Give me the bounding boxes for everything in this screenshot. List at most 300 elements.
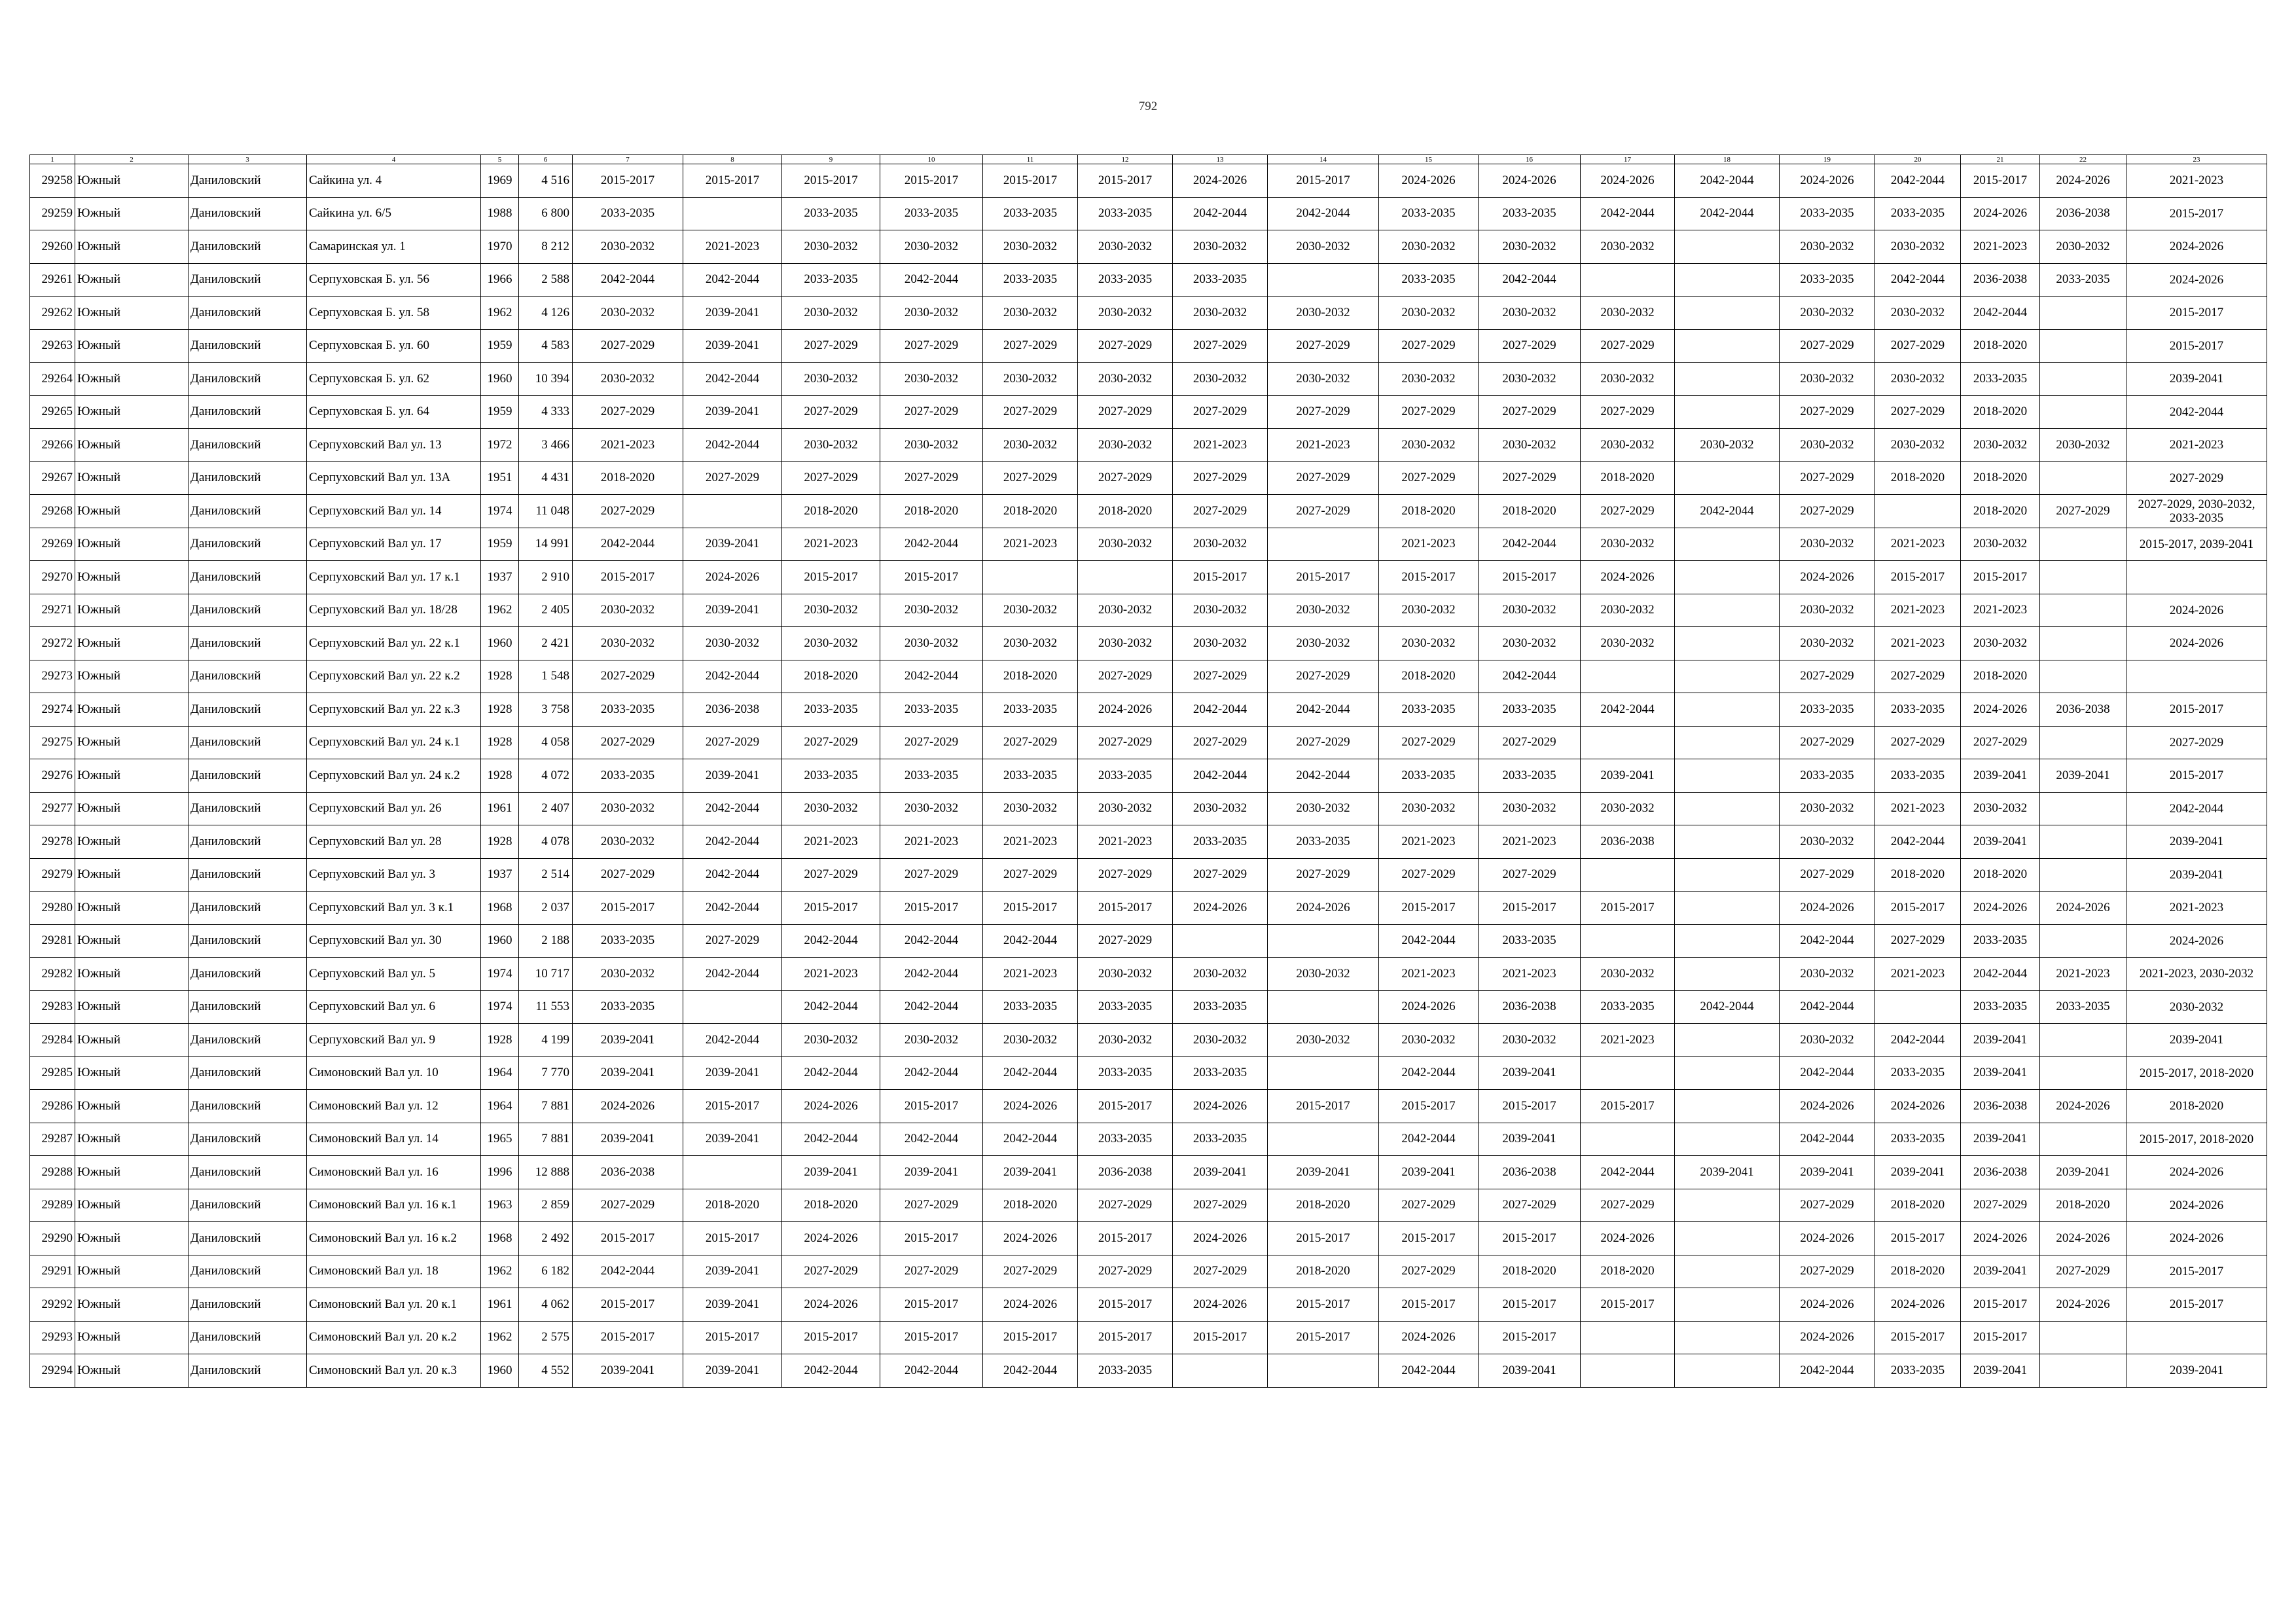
- table-cell: 2024-2026: [2126, 1189, 2267, 1222]
- table-cell: 2024-2026: [782, 1288, 880, 1322]
- table-cell: 2042-2044: [983, 1354, 1078, 1388]
- table-cell: 2027-2029: [1173, 726, 1268, 759]
- table-cell: 2039-2041: [683, 1123, 782, 1156]
- table-cell: 1962: [481, 297, 519, 330]
- table-cell: [1675, 395, 1780, 429]
- table-cell: 1928: [481, 825, 519, 859]
- table-cell: 2039-2041: [1961, 1024, 2040, 1057]
- table-cell: 2039-2041: [683, 594, 782, 627]
- table-cell: 1962: [481, 1321, 519, 1354]
- table-cell: 2030-2032: [1581, 792, 1675, 825]
- table-cell: [1675, 230, 1780, 264]
- table-cell: 2027-2029: [1078, 660, 1173, 693]
- table-cell: 2030-2032: [1479, 363, 1581, 396]
- table-cell: [1675, 858, 1780, 892]
- table-cell: 2030-2032: [880, 230, 983, 264]
- table-cell: 4 431: [519, 461, 573, 495]
- table-row: [30, 1255, 2267, 1288]
- table-cell: 2018-2020: [573, 461, 683, 495]
- column-number-13: 13: [1173, 155, 1268, 164]
- table-cell: 2027-2029: [1268, 660, 1379, 693]
- table-cell: Южный: [75, 1090, 188, 1123]
- table-cell: [1581, 1123, 1675, 1156]
- table-cell: 2027-2029: [2040, 495, 2126, 528]
- table-cell: Даниловский: [188, 363, 307, 396]
- table-cell: 2015-2017: [1961, 164, 2040, 198]
- table-cell: 4 552: [519, 1354, 573, 1388]
- table-cell: [1581, 858, 1675, 892]
- table-cell: 2033-2035: [1078, 197, 1173, 230]
- table-cell: 2015-2017: [880, 1321, 983, 1354]
- table-cell: 2018-2020: [880, 495, 983, 528]
- table-cell: 2033-2035: [1479, 693, 1581, 727]
- table-cell: 2039-2041: [1581, 759, 1675, 793]
- column-number-11: 11: [983, 155, 1078, 164]
- table-cell: 2033-2035: [1078, 1123, 1173, 1156]
- table-cell: Симоновский Вал ул. 20 к.1: [307, 1288, 481, 1322]
- table-cell: Даниловский: [188, 1222, 307, 1255]
- table-cell: [1675, 329, 1780, 363]
- table-cell: [2040, 627, 2126, 660]
- table-cell: 2015-2017: [782, 892, 880, 925]
- table-cell: 2033-2035: [1875, 1354, 1961, 1388]
- table-cell: Симоновский Вал ул. 18: [307, 1255, 481, 1288]
- table-cell: 2024-2026: [2040, 892, 2126, 925]
- table-cell: 2030-2032: [1078, 363, 1173, 396]
- table-cell: [2040, 528, 2126, 561]
- table-cell: 2021-2023: [983, 528, 1078, 561]
- table-cell: Южный: [75, 297, 188, 330]
- table-cell: 2030-2032: [1379, 230, 1479, 264]
- table-cell: Серпуховская Б. ул. 56: [307, 263, 481, 297]
- table-cell: 2015-2017: [1479, 1222, 1581, 1255]
- table-cell: 2039-2041: [683, 1056, 782, 1090]
- table-cell: 7 881: [519, 1123, 573, 1156]
- table-cell: Симоновский Вал ул. 20 к.2: [307, 1321, 481, 1354]
- column-number-16: 16: [1479, 155, 1581, 164]
- table-cell: 2015-2017: [2126, 759, 2267, 793]
- table-cell: 2027-2029: [573, 329, 683, 363]
- table-cell: 2027-2029: [2040, 1255, 2126, 1288]
- table-cell: 2015-2017: [1379, 892, 1479, 925]
- table-cell: Южный: [75, 627, 188, 660]
- table-cell: 2042-2044: [1479, 263, 1581, 297]
- table-cell: Южный: [75, 990, 188, 1024]
- table-cell: Серпуховский Вал ул. 6: [307, 990, 481, 1024]
- table-cell: Южный: [75, 429, 188, 462]
- table-cell: 2015-2017: [1479, 561, 1581, 594]
- table-cell: 2042-2044: [1780, 1056, 1875, 1090]
- table-cell: 2033-2035: [1479, 924, 1581, 958]
- table-cell: 29277: [30, 792, 75, 825]
- table-cell: 2033-2035: [1780, 693, 1875, 727]
- table-cell: [1675, 1288, 1780, 1322]
- table-cell: 2015-2017: [2126, 297, 2267, 330]
- table-cell: Южный: [75, 1156, 188, 1189]
- table-cell: 2030-2032: [573, 297, 683, 330]
- table-cell: 3 758: [519, 693, 573, 727]
- table-cell: 2033-2035: [573, 924, 683, 958]
- table-cell: 2030-2032: [683, 627, 782, 660]
- table-cell: Южный: [75, 693, 188, 727]
- table-cell: 2024-2026: [1875, 1288, 1961, 1322]
- table-cell: 2039-2041: [683, 528, 782, 561]
- table-cell: 2015-2017: [1268, 561, 1379, 594]
- table-cell: 2039-2041: [782, 1156, 880, 1189]
- table-cell: [1675, 726, 1780, 759]
- table-row: [30, 693, 2267, 727]
- table-cell: Серпуховский Вал ул. 22 к.1: [307, 627, 481, 660]
- table-cell: [2040, 1024, 2126, 1057]
- table-cell: 4 058: [519, 726, 573, 759]
- table-cell: 2033-2035: [2040, 990, 2126, 1024]
- table-cell: [1268, 1056, 1379, 1090]
- table-cell: 2027-2029: [1875, 726, 1961, 759]
- table-cell: 2018-2020: [1268, 1189, 1379, 1222]
- table-cell: 2030-2032: [1780, 528, 1875, 561]
- table-cell: 2042-2044: [573, 263, 683, 297]
- table-cell: Даниловский: [188, 528, 307, 561]
- table-cell: Даниловский: [188, 263, 307, 297]
- table-cell: 2039-2041: [683, 1354, 782, 1388]
- table-cell: 29281: [30, 924, 75, 958]
- table-cell: [1675, 825, 1780, 859]
- table-cell: 2039-2041: [573, 1056, 683, 1090]
- table-cell: 2027-2029: [1780, 660, 1875, 693]
- table-cell: 2030-2032: [1268, 230, 1379, 264]
- table-cell: 2027-2029: [1581, 329, 1675, 363]
- table-cell: 2042-2044: [1268, 759, 1379, 793]
- table-cell: 2042-2044: [683, 792, 782, 825]
- table-cell: 2042-2044: [2126, 792, 2267, 825]
- table-cell: 2030-2032: [573, 230, 683, 264]
- table-cell: 2042-2044: [880, 924, 983, 958]
- table-cell: 2021-2023: [1875, 528, 1961, 561]
- table-cell: 2042-2044: [1479, 660, 1581, 693]
- table-row: [30, 528, 2267, 561]
- table-cell: [2126, 660, 2267, 693]
- column-number-15: 15: [1379, 155, 1479, 164]
- table-cell: 1960: [481, 1354, 519, 1388]
- table-cell: 2042-2044: [573, 1255, 683, 1288]
- table-cell: 2024-2026: [1581, 164, 1675, 198]
- table-cell: 2024-2026: [1173, 1288, 1268, 1322]
- table-cell: 2042-2044: [1379, 1056, 1479, 1090]
- table-cell: 2030-2032: [1078, 792, 1173, 825]
- table-cell: 2030-2032: [1078, 594, 1173, 627]
- table-cell: [2040, 1354, 2126, 1388]
- table-cell: Серпуховский Вал ул. 22 к.2: [307, 660, 481, 693]
- table-row: [30, 594, 2267, 627]
- table-cell: 2027-2029: [1379, 1189, 1479, 1222]
- table-cell: 2015-2017: [2126, 197, 2267, 230]
- table-cell: 2015-2017: [1961, 1288, 2040, 1322]
- table-cell: 2018-2020: [1268, 1255, 1379, 1288]
- table-cell: 2027-2029: [1961, 1189, 2040, 1222]
- table-cell: 2042-2044: [782, 1056, 880, 1090]
- table-cell: 2024-2026: [1479, 164, 1581, 198]
- table-body: [30, 164, 2267, 1388]
- table-cell: 29270: [30, 561, 75, 594]
- table-cell: 2033-2035: [1479, 197, 1581, 230]
- table-cell: 2027-2029: [1173, 1189, 1268, 1222]
- table-cell: 2024-2026: [1875, 1090, 1961, 1123]
- table-cell: 29286: [30, 1090, 75, 1123]
- table-cell: [2040, 363, 2126, 396]
- table-cell: 2039-2041: [1961, 1056, 2040, 1090]
- table-cell: 2024-2026: [1379, 1321, 1479, 1354]
- table-cell: 2015-2017: [683, 1321, 782, 1354]
- table-row: [30, 164, 2267, 198]
- table-cell: 2 588: [519, 263, 573, 297]
- column-number-20: 20: [1875, 155, 1961, 164]
- table-cell: 2027-2029: [1479, 726, 1581, 759]
- table-cell: 2021-2023: [1479, 958, 1581, 991]
- column-number-6: 6: [519, 155, 573, 164]
- table-cell: [1675, 528, 1780, 561]
- table-cell: 2024-2026: [2126, 1222, 2267, 1255]
- table-cell: 2036-2038: [1961, 1156, 2040, 1189]
- column-number-7: 7: [573, 155, 683, 164]
- table-cell: 2015-2017: [2126, 1255, 2267, 1288]
- table-cell: 2039-2041: [573, 1123, 683, 1156]
- table-cell: 2039-2041: [2126, 1024, 2267, 1057]
- table-cell: Южный: [75, 792, 188, 825]
- table-cell: Южный: [75, 263, 188, 297]
- table-cell: 1928: [481, 726, 519, 759]
- column-number-19: 19: [1780, 155, 1875, 164]
- table-cell: [2040, 594, 2126, 627]
- table-cell: 2039-2041: [683, 395, 782, 429]
- table-cell: 2027-2029: [1780, 726, 1875, 759]
- table-cell: 2030-2032: [1961, 792, 2040, 825]
- table-cell: 2024-2026: [2126, 627, 2267, 660]
- table-cell: 1966: [481, 263, 519, 297]
- table-cell: 2015-2017: [1078, 1090, 1173, 1123]
- table-cell: [2126, 1321, 2267, 1354]
- table-cell: 2021-2023: [573, 429, 683, 462]
- table-cell: 2027-2029: [2126, 726, 2267, 759]
- table-cell: 2018-2020: [1875, 1189, 1961, 1222]
- table-cell: 2033-2035: [1875, 759, 1961, 793]
- table-cell: 2036-2038: [573, 1156, 683, 1189]
- table-cell: 29274: [30, 693, 75, 727]
- table-cell: 2027-2029: [1268, 858, 1379, 892]
- table-row: [30, 495, 2267, 528]
- table-cell: 2027-2029: [1961, 726, 2040, 759]
- table-cell: 12 888: [519, 1156, 573, 1189]
- table-cell: 2042-2044: [683, 1024, 782, 1057]
- table-cell: 2030-2032: [1780, 230, 1875, 264]
- table-cell: 2033-2035: [782, 759, 880, 793]
- table-cell: 2042-2044: [1875, 1024, 1961, 1057]
- table-cell: 2039-2041: [683, 297, 782, 330]
- table-cell: 2018-2020: [2040, 1189, 2126, 1222]
- table-cell: 2030-2032: [1173, 594, 1268, 627]
- table-cell: 2021-2023: [1581, 1024, 1675, 1057]
- table-cell: 1951: [481, 461, 519, 495]
- table-cell: 2033-2035: [1875, 1056, 1961, 1090]
- table-cell: 29280: [30, 892, 75, 925]
- table-cell: 2027-2029: [1173, 858, 1268, 892]
- table-cell: 6 800: [519, 197, 573, 230]
- table-cell: 2027-2029: [573, 660, 683, 693]
- table-cell: [1173, 1354, 1268, 1388]
- column-number-2: 2: [75, 155, 188, 164]
- table-cell: 2024-2026: [1961, 197, 2040, 230]
- table-cell: 2 407: [519, 792, 573, 825]
- table-cell: 2015-2017: [1379, 1288, 1479, 1322]
- table-cell: 29289: [30, 1189, 75, 1222]
- table-cell: 2039-2041: [1479, 1123, 1581, 1156]
- table-cell: 2039-2041: [2040, 759, 2126, 793]
- table-cell: 2021-2023: [1379, 528, 1479, 561]
- table-cell: Даниловский: [188, 1090, 307, 1123]
- table-cell: 2033-2035: [782, 197, 880, 230]
- table-cell: 6 182: [519, 1255, 573, 1288]
- table-cell: 2030-2032: [1780, 297, 1875, 330]
- table-cell: 4 062: [519, 1288, 573, 1322]
- table-cell: Серпуховский Вал ул. 22 к.3: [307, 693, 481, 727]
- table-cell: 2042-2044: [1581, 197, 1675, 230]
- table-cell: Даниловский: [188, 958, 307, 991]
- table-cell: Серпуховский Вал ул. 26: [307, 792, 481, 825]
- table-cell: 2030-2032: [1581, 297, 1675, 330]
- table-cell: 2021-2023: [1875, 958, 1961, 991]
- column-number-10: 10: [880, 155, 983, 164]
- table-cell: 2021-2023, 2030-2032: [2126, 958, 2267, 991]
- table-cell: 2015-2017: [880, 561, 983, 594]
- table-cell: [1268, 924, 1379, 958]
- page-number: 792: [1138, 99, 1158, 113]
- table-cell: 2021-2023: [1379, 958, 1479, 991]
- table-cell: 29282: [30, 958, 75, 991]
- table-cell: 2027-2029: [1268, 395, 1379, 429]
- table-cell: 2039-2041: [1961, 1354, 2040, 1388]
- table-cell: 2030-2032: [573, 825, 683, 859]
- table-cell: 1960: [481, 924, 519, 958]
- table-cell: Симоновский Вал ул. 20 к.3: [307, 1354, 481, 1388]
- table-row: [30, 1156, 2267, 1189]
- table-cell: 2033-2035: [1479, 759, 1581, 793]
- table-cell: Южный: [75, 858, 188, 892]
- table-cell: Даниловский: [188, 429, 307, 462]
- table-cell: 29293: [30, 1321, 75, 1354]
- table-cell: [1675, 660, 1780, 693]
- table-cell: 2024-2026: [1173, 1222, 1268, 1255]
- table-cell: 2 910: [519, 561, 573, 594]
- table-cell: 2018-2020: [1961, 395, 2040, 429]
- table-cell: 2033-2035: [880, 693, 983, 727]
- table-cell: [1675, 1090, 1780, 1123]
- column-number-3: 3: [188, 155, 307, 164]
- table-cell: Южный: [75, 197, 188, 230]
- column-number-17: 17: [1581, 155, 1675, 164]
- table-cell: 2030-2032: [1479, 429, 1581, 462]
- table-cell: 2021-2023: [1875, 594, 1961, 627]
- table-cell: Даниловский: [188, 693, 307, 727]
- table-cell: 29288: [30, 1156, 75, 1189]
- table-cell: 2024-2026: [1379, 164, 1479, 198]
- table-row: [30, 329, 2267, 363]
- table-cell: 4 583: [519, 329, 573, 363]
- table-cell: Даниловский: [188, 1189, 307, 1222]
- table-cell: 2018-2020: [1875, 461, 1961, 495]
- table-cell: 2015-2017: [1479, 892, 1581, 925]
- table-cell: 2030-2032: [880, 627, 983, 660]
- table-cell: [2040, 726, 2126, 759]
- table-cell: 2027-2029, 2030-2032, 2033-2035: [2126, 495, 2267, 528]
- table-cell: 29264: [30, 363, 75, 396]
- table-cell: 1996: [481, 1156, 519, 1189]
- table-cell: 2030-2032: [1479, 792, 1581, 825]
- table-cell: Сайкина ул. 6/5: [307, 197, 481, 230]
- table-cell: Симоновский Вал ул. 12: [307, 1090, 481, 1123]
- table-cell: 2030-2032: [2040, 230, 2126, 264]
- table-cell: 2033-2035: [1173, 1056, 1268, 1090]
- table-cell: 2033-2035: [983, 263, 1078, 297]
- table-cell: 2024-2026: [2040, 1090, 2126, 1123]
- table-cell: 2030-2032: [1961, 528, 2040, 561]
- table-cell: 2027-2029: [573, 495, 683, 528]
- table-cell: 2021-2023: [983, 958, 1078, 991]
- table-cell: 2030-2032: [1875, 363, 1961, 396]
- table-cell: 2018-2020: [2126, 1090, 2267, 1123]
- table-cell: Даниловский: [188, 792, 307, 825]
- table-row: [30, 1056, 2267, 1090]
- table-cell: 2042-2044: [880, 990, 983, 1024]
- table-cell: 2039-2041: [983, 1156, 1078, 1189]
- table-cell: 2027-2029: [983, 395, 1078, 429]
- table-cell: 2027-2029: [880, 858, 983, 892]
- table-cell: Южный: [75, 1024, 188, 1057]
- table-cell: Южный: [75, 594, 188, 627]
- table-cell: 2015-2017: [683, 1222, 782, 1255]
- table-cell: 2042-2044: [683, 858, 782, 892]
- table-cell: 2018-2020: [983, 495, 1078, 528]
- table-cell: 2042-2044: [683, 892, 782, 925]
- table-cell: 2015-2017: [983, 892, 1078, 925]
- table-cell: 2015-2017: [573, 1321, 683, 1354]
- table-cell: 2024-2026: [2126, 263, 2267, 297]
- table-cell: 2039-2041: [1173, 1156, 1268, 1189]
- table-cell: Даниловский: [188, 395, 307, 429]
- table-cell: Серпуховская Б. ул. 62: [307, 363, 481, 396]
- table-cell: [1675, 1189, 1780, 1222]
- table-cell: 2030-2032: [1173, 792, 1268, 825]
- table-cell: 2015-2017: [1078, 1288, 1173, 1322]
- table-cell: 11 048: [519, 495, 573, 528]
- table-cell: 2024-2026: [1173, 1090, 1268, 1123]
- table-cell: Даниловский: [188, 1123, 307, 1156]
- table-cell: 2027-2029: [1078, 329, 1173, 363]
- table-cell: 29265: [30, 395, 75, 429]
- table-cell: 2042-2044: [1780, 990, 1875, 1024]
- table-cell: 2030-2032: [983, 792, 1078, 825]
- table-cell: 2024-2026: [1780, 1222, 1875, 1255]
- table-cell: [1581, 660, 1675, 693]
- table-cell: 2021-2023: [1875, 627, 1961, 660]
- table-cell: 2015-2017: [1875, 1321, 1961, 1354]
- table-cell: 2042-2044: [1675, 164, 1780, 198]
- table-cell: 2024-2026: [782, 1090, 880, 1123]
- table-cell: 2039-2041: [2126, 1354, 2267, 1388]
- table-cell: 2027-2029: [880, 1255, 983, 1288]
- table-cell: Даниловский: [188, 329, 307, 363]
- table-cell: 2042-2044: [573, 528, 683, 561]
- table-cell: 2027-2029: [1268, 495, 1379, 528]
- table-cell: 2042-2044: [683, 958, 782, 991]
